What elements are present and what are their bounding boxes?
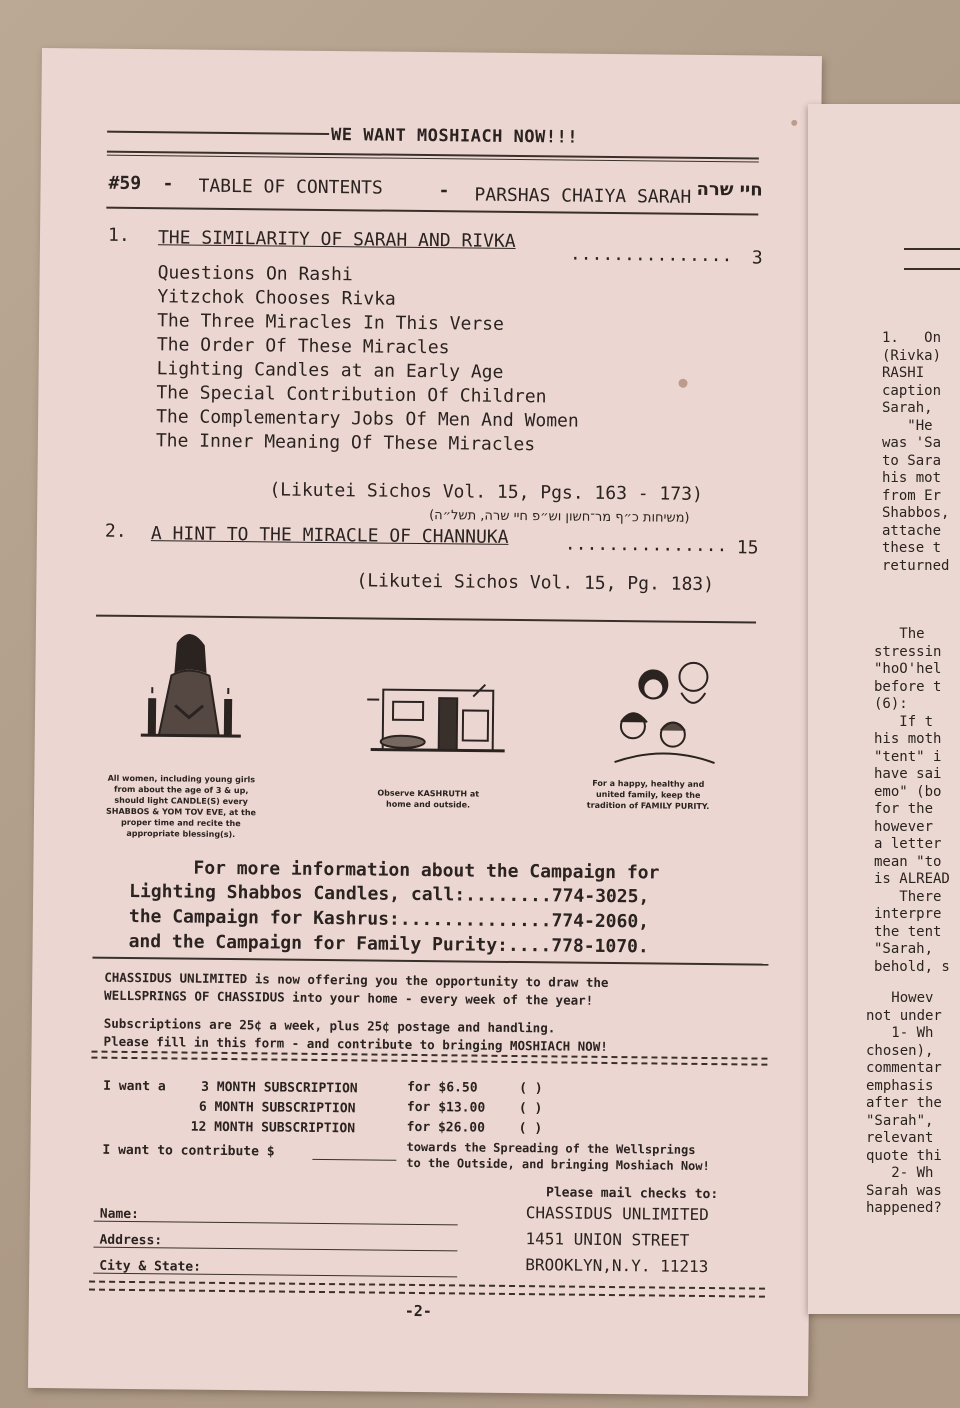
toc-item-2-number: 2. — [104, 520, 127, 542]
subscription-3-month-checkbox[interactable]: ( ) — [519, 1081, 543, 1097]
offer-line-3: Subscriptions are 25¢ a week, plus 25¢ postage and handling. — [103, 1015, 556, 1036]
contribute-amount-field[interactable] — [312, 1159, 396, 1161]
toc-title: TABLE OF CONTENTS — [198, 175, 383, 199]
page-header: WE WANT MOSHIACH NOW!!! — [330, 125, 579, 148]
right-page-text-block-3: Howev not under 1- Wh chosen), commentar emphasis after the "Sarah", relevant quote thi 2- Wh Sarah was happened? — [866, 990, 942, 1216]
want-label: I want a — [103, 1078, 166, 1095]
subscription-6-month-price: for $13.00 — [406, 1099, 486, 1116]
contribute-note-2: to the Outside, and bringing Moshiach Now! — [406, 1155, 710, 1174]
booklet-page-right — [808, 104, 960, 1314]
subscription-6-month-checkbox[interactable]: ( ) — [518, 1101, 543, 1117]
form-dashed-rule-2 — [89, 1289, 765, 1298]
city-state-label: City & State: — [99, 1258, 202, 1275]
mail-heading: Please mail checks to: — [545, 1185, 719, 1203]
toc-sub-6: The Special Contribution Of Children — [156, 382, 547, 408]
issue-number: #59 — [108, 172, 142, 195]
campaign-info-line-4: and the Campaign for Family Purity:....778-1070. — [128, 930, 649, 958]
subscription-12-month-checkbox[interactable]: ( ) — [518, 1121, 543, 1137]
address-label: Address: — [99, 1232, 163, 1249]
subscription-6-month-label: 6 MONTH SUBSCRIPTION — [198, 1099, 356, 1117]
address-field[interactable] — [93, 1247, 457, 1252]
toc-sub-7: The Complementary Jobs Of Men And Women — [156, 406, 579, 432]
parsha-hebrew: חיי שרה — [696, 178, 763, 201]
campaign-info-line-2: Lighting Shabbos Candles, call:........774-3025, — [129, 880, 650, 908]
contribute-label: I want to contribute $ — [102, 1142, 275, 1160]
toc-dash-2: - — [438, 180, 450, 202]
offer-line-1: CHASSIDUS UNLIMITED is now offering you the opportunity to draw the — [104, 969, 609, 990]
right-header-rule-2 — [904, 268, 960, 270]
candle-lighting-illustration — [130, 625, 251, 766]
offer-line-2: WELLSPRINGS OF CHASSIDUS into your home - every week of the year! — [104, 987, 594, 1008]
paper-stain — [678, 379, 687, 388]
subscription-3-month-label: 3 MONTH SUBSCRIPTION — [201, 1079, 358, 1097]
paper-stain — [791, 120, 797, 126]
toc-item-1-source-hebrew: (משיחות כ״ף מר־חשון וש״פ חיי שרה, תשל״ה) — [429, 508, 690, 526]
toc-sub-4: The Order Of These Miracles — [156, 334, 450, 359]
name-label: Name: — [99, 1206, 140, 1223]
name-field[interactable] — [94, 1221, 458, 1226]
contribute-note-1: towards the Spreading of the Wellsprings — [406, 1139, 696, 1157]
toc-sub-1: Questions On Rashi — [157, 262, 353, 286]
kashruth-kitchen-illustration — [362, 679, 513, 771]
toc-item-2-leader: ............... — [564, 533, 728, 557]
toc-item-2-title: A HINT TO THE MIRACLE OF CHANNUKA — [150, 523, 509, 548]
right-page-text-block-2: The stressin "hoO'hel before t (6): If t his moth "tent" i have sai emo" (bo for the however a letter mean "to is ALREAD There interpre the tent "Sarah, behold, s — [874, 626, 950, 975]
header-rule-left — [107, 131, 329, 135]
subscription-12-month-price: for $26.00 — [406, 1119, 486, 1136]
toc-end-rule — [96, 615, 756, 624]
toc-dash: - — [162, 173, 174, 195]
campaign-info-line-3: the Campaign for Kashrus:..............774-2060, — [128, 905, 650, 933]
toc-item-2-source: (Likutei Sichos Vol. 15, Pg. 183) — [356, 570, 715, 596]
family-purity-illustration — [604, 652, 725, 773]
mail-org: CHASSIDUS UNLIMITED — [525, 1203, 709, 1225]
toc-item-2-page: 15 — [736, 537, 759, 559]
toc-item-1-page: 3 — [751, 247, 763, 269]
city-state-field[interactable] — [93, 1273, 457, 1278]
toc-item-1-number: 1. — [107, 224, 130, 246]
toc-sub-8: The Inner Meaning Of These Miracles — [155, 430, 536, 456]
kashruth-caption: Observe KASHRUTH at home and outside. — [377, 788, 480, 810]
campaign-info-line-1: For more information about the Campaign for — [193, 857, 660, 884]
toc-item-1-source: (Likutei Sichos Vol. 15, Pgs. 163 - 173) — [269, 479, 703, 505]
right-page-text-block-1: 1. On (Rivka) RASHI caption Sarah, "He was 'Sa to Sara his mot from Er Shabbos, attache these t returned — [882, 330, 950, 574]
subscription-12-month-label: 12 MONTH SUBSCRIPTION — [190, 1119, 356, 1137]
toc-rule — [106, 207, 758, 216]
mail-city: BROOKLYN,N.Y. 11213 — [525, 1255, 709, 1277]
mail-street: 1451 UNION STREET — [525, 1229, 690, 1250]
toc-sub-3: The Three Miracles In This Verse — [157, 310, 505, 335]
parsha-name: PARSHAS CHAIYA SARAH — [474, 184, 692, 208]
candle-lighting-caption: All women, including young girls from about the age of 3 & up, should light CANDLE(S) every SHABBOS & YOM TOV EVE, at the proper time and recite the appropriate blessing(s). — [105, 773, 257, 840]
campaign-rule — [92, 957, 768, 966]
form-dashed-rule — [89, 1281, 765, 1290]
family-purity-caption: For a happy, healthy and united family, keep the tradition of FAMILY PURITY. — [586, 778, 710, 812]
booklet-page-left — [28, 48, 822, 1396]
toc-sub-2: Yitzchok Chooses Rivka — [157, 286, 396, 310]
subscription-3-month-price: for $6.50 — [407, 1079, 478, 1096]
page-number: -2- — [404, 1301, 432, 1321]
toc-item-1-leader: ............... — [569, 243, 733, 267]
toc-sub-5: Lighting Candles at an Early Age — [156, 358, 504, 383]
right-header-rule — [904, 248, 960, 250]
toc-item-1-title: THE SIMILARITY OF SARAH AND RIVKA — [157, 227, 516, 252]
offer-line-4: Please fill in this form - and contribute to bringing MOSHIACH NOW! — [103, 1033, 608, 1054]
